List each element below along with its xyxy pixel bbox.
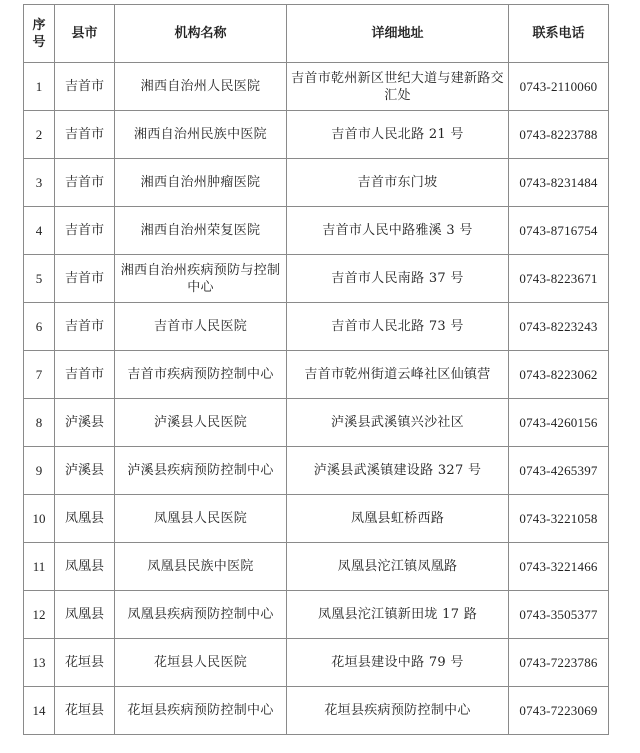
cell-phone: 0743-3221466 bbox=[509, 543, 609, 591]
cell-address: 花垣县建设中路 79 号 bbox=[287, 639, 509, 687]
cell-county: 凤凰县 bbox=[55, 495, 115, 543]
header-org: 机构名称 bbox=[115, 5, 287, 63]
cell-county: 花垣县 bbox=[55, 687, 115, 735]
cell-county: 吉首市 bbox=[55, 351, 115, 399]
cell-address: 吉首市人民南路 37 号 bbox=[287, 255, 509, 303]
cell-no: 9 bbox=[24, 447, 55, 495]
cell-phone: 0743-4260156 bbox=[509, 399, 609, 447]
cell-phone: 0743-4265397 bbox=[509, 447, 609, 495]
cell-address: 吉首市东门坡 bbox=[287, 159, 509, 207]
cell-org: 泸溪县疾病预防控制中心 bbox=[115, 447, 287, 495]
table-row bbox=[24, 447, 609, 495]
cell-address: 吉首市乾州新区世纪大道与建新路交汇处 bbox=[287, 63, 509, 111]
cell-county: 吉首市 bbox=[55, 303, 115, 351]
cell-address: 凤凰县虹桥西路 bbox=[287, 495, 509, 543]
cell-no: 12 bbox=[24, 591, 55, 639]
cell-phone: 0743-8223243 bbox=[509, 303, 609, 351]
cell-org: 花垣县人民医院 bbox=[115, 639, 287, 687]
table-row bbox=[24, 639, 609, 687]
cell-address: 凤凰县沱江镇新田垅 17 路 bbox=[287, 591, 509, 639]
cell-phone: 0743-8231484 bbox=[509, 159, 609, 207]
cell-county: 泸溪县 bbox=[55, 447, 115, 495]
cell-no: 8 bbox=[24, 399, 55, 447]
cell-org: 泸溪县人民医院 bbox=[115, 399, 287, 447]
table-row bbox=[24, 207, 609, 255]
cell-phone: 0743-3221058 bbox=[509, 495, 609, 543]
cell-address: 吉首市人民北路 73 号 bbox=[287, 303, 509, 351]
cell-phone: 0743-8223788 bbox=[509, 111, 609, 159]
cell-address: 花垣县疾病预防控制中心 bbox=[287, 687, 509, 735]
cell-no: 13 bbox=[24, 639, 55, 687]
header-phone: 联系电话 bbox=[509, 5, 609, 63]
cell-county: 花垣县 bbox=[55, 639, 115, 687]
cell-org: 花垣县疾病预防控制中心 bbox=[115, 687, 287, 735]
cell-county: 凤凰县 bbox=[55, 543, 115, 591]
cell-phone: 0743-8716754 bbox=[509, 207, 609, 255]
table-row bbox=[24, 159, 609, 207]
cell-no: 5 bbox=[24, 255, 55, 303]
table-header-row bbox=[24, 5, 609, 63]
table-row bbox=[24, 111, 609, 159]
cell-no: 10 bbox=[24, 495, 55, 543]
cell-no: 1 bbox=[24, 63, 55, 111]
table-row bbox=[24, 495, 609, 543]
cell-org: 湘西自治州荣复医院 bbox=[115, 207, 287, 255]
cell-county: 吉首市 bbox=[55, 159, 115, 207]
cell-county: 吉首市 bbox=[55, 63, 115, 111]
cell-phone: 0743-7223069 bbox=[509, 687, 609, 735]
cell-address: 凤凰县沱江镇凤凰路 bbox=[287, 543, 509, 591]
cell-no: 6 bbox=[24, 303, 55, 351]
table-row bbox=[24, 303, 609, 351]
table-row bbox=[24, 591, 609, 639]
table-row bbox=[24, 399, 609, 447]
cell-org: 湘西自治州疾病预防与控制中心 bbox=[115, 255, 287, 303]
cell-org: 凤凰县人民医院 bbox=[115, 495, 287, 543]
cell-phone: 0743-8223671 bbox=[509, 255, 609, 303]
cell-county: 吉首市 bbox=[55, 207, 115, 255]
cell-org: 吉首市人民医院 bbox=[115, 303, 287, 351]
table-row bbox=[24, 63, 609, 111]
header-county: 县市 bbox=[55, 5, 115, 63]
cell-address: 泸溪县武溪镇兴沙社区 bbox=[287, 399, 509, 447]
cell-no: 7 bbox=[24, 351, 55, 399]
cell-address: 吉首市乾州街道云峰社区仙镇营 bbox=[287, 351, 509, 399]
cell-address: 吉首市人民北路 21 号 bbox=[287, 111, 509, 159]
cell-address: 吉首市人民中路雅溪 3 号 bbox=[287, 207, 509, 255]
cell-county: 凤凰县 bbox=[55, 591, 115, 639]
cell-org: 吉首市疾病预防控制中心 bbox=[115, 351, 287, 399]
header-seq-line1: 序 bbox=[32, 17, 46, 33]
header-seq-line2: 号 bbox=[32, 34, 46, 50]
cell-no: 3 bbox=[24, 159, 55, 207]
table-row bbox=[24, 351, 609, 399]
table-row bbox=[24, 687, 609, 735]
cell-address: 泸溪县武溪镇建设路 327 号 bbox=[287, 447, 509, 495]
cell-phone: 0743-8223062 bbox=[509, 351, 609, 399]
institution-table bbox=[23, 4, 609, 735]
table-row bbox=[24, 255, 609, 303]
cell-no: 11 bbox=[24, 543, 55, 591]
cell-county: 泸溪县 bbox=[55, 399, 115, 447]
cell-org: 湘西自治州肿瘤医院 bbox=[115, 159, 287, 207]
cell-county: 吉首市 bbox=[55, 255, 115, 303]
cell-phone: 0743-3505377 bbox=[509, 591, 609, 639]
table-row bbox=[24, 543, 609, 591]
cell-no: 2 bbox=[24, 111, 55, 159]
cell-no: 14 bbox=[24, 687, 55, 735]
cell-county: 吉首市 bbox=[55, 111, 115, 159]
header-seq bbox=[24, 5, 55, 63]
cell-org: 凤凰县民族中医院 bbox=[115, 543, 287, 591]
cell-org: 凤凰县疾病预防控制中心 bbox=[115, 591, 287, 639]
cell-phone: 0743-7223786 bbox=[509, 639, 609, 687]
cell-no: 4 bbox=[24, 207, 55, 255]
cell-org: 湘西自治州人民医院 bbox=[115, 63, 287, 111]
institution-table-sheet bbox=[23, 4, 608, 735]
header-address: 详细地址 bbox=[287, 5, 509, 63]
cell-phone: 0743-2110060 bbox=[509, 63, 609, 111]
cell-org: 湘西自治州民族中医院 bbox=[115, 111, 287, 159]
